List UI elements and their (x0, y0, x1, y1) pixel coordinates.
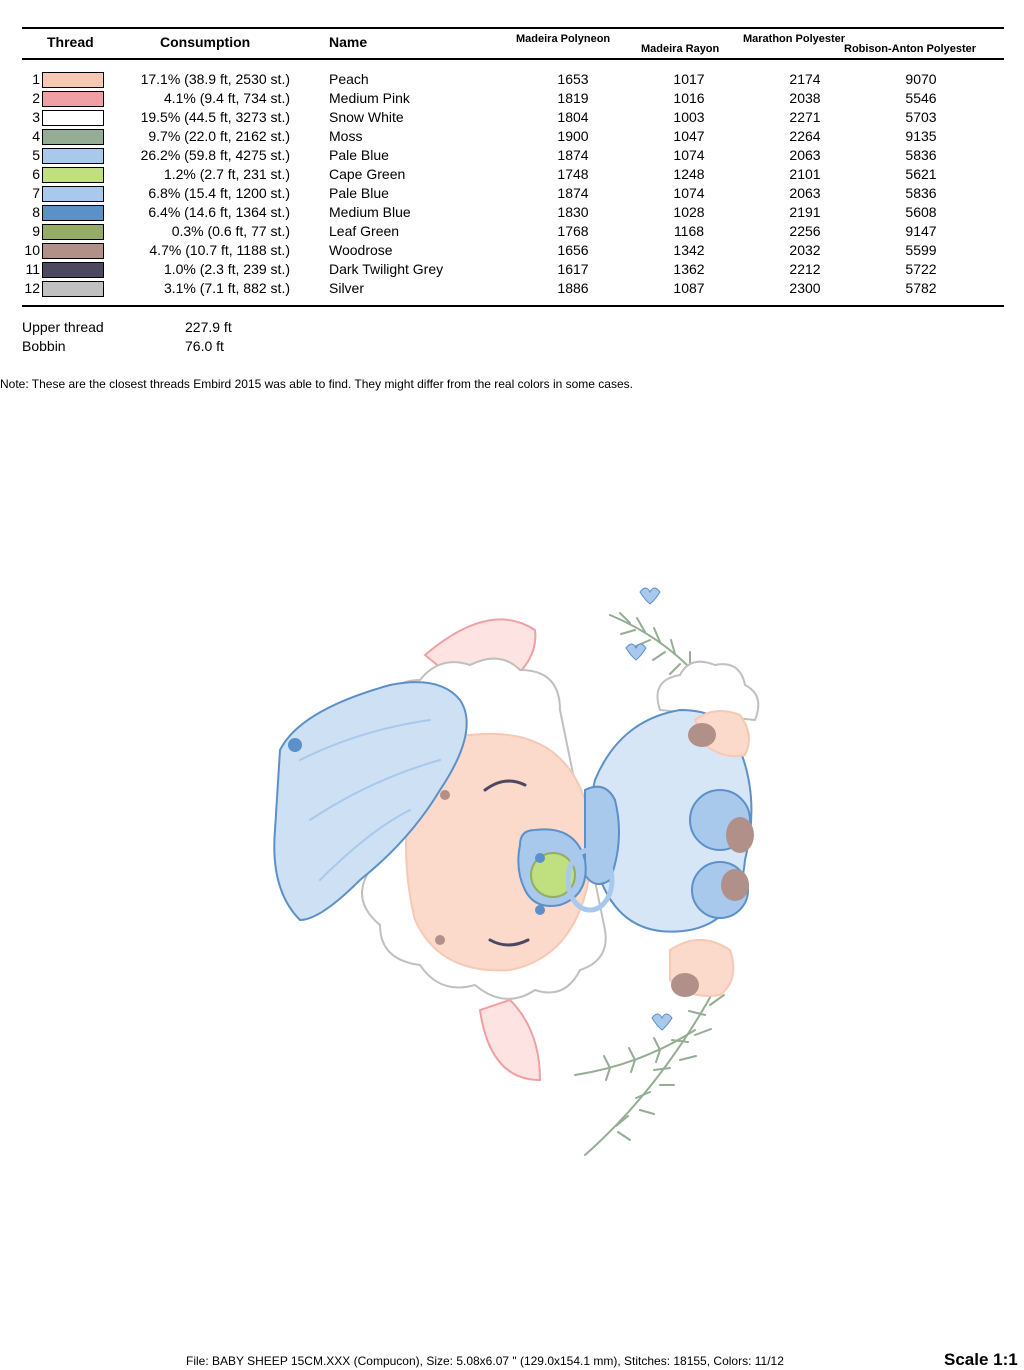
thread-madeira-rayon: 1087 (673, 280, 705, 296)
hoof (721, 869, 749, 901)
ear-bottom (480, 1000, 540, 1080)
thread-color-swatch (42, 110, 104, 126)
thread-color-swatch (42, 186, 104, 202)
hoof (688, 723, 716, 747)
thread-color-swatch (42, 262, 104, 278)
thread-madeira-polyneon: 1874 (557, 185, 589, 201)
thread-number: 7 (32, 185, 40, 201)
thread-madeira-rayon: 1047 (673, 128, 705, 144)
table-bottom-rule (22, 305, 1004, 307)
thread-robison-anton-polyester: 5546 (905, 90, 937, 106)
thread-row (0, 184, 1024, 203)
thread-marathon-polyester: 2264 (789, 128, 821, 144)
header-robison-anton-polyester: Robison-Anton Polyester (844, 43, 977, 55)
thread-consumption: 3.1% (7.1 ft, 882 st.) (163, 280, 290, 296)
thread-name: Peach (329, 71, 369, 87)
thread-marathon-polyester: 2063 (789, 185, 821, 201)
thread-row (0, 260, 1024, 279)
table-header-rule (22, 58, 1004, 60)
thread-madeira-rayon: 1074 (673, 147, 705, 163)
thread-robison-anton-polyester: 5608 (905, 204, 937, 220)
thread-row (0, 203, 1024, 222)
thread-consumption: 4.7% (10.7 ft, 1188 st.) (149, 242, 290, 258)
header-consumption: Consumption (160, 34, 251, 50)
thread-madeira-rayon: 1016 (673, 90, 705, 106)
header-madeira-polyneon: Madeira Polyneon (516, 33, 611, 45)
thread-robison-anton-polyester: 9135 (905, 128, 937, 144)
thread-robison-anton-polyester: 5782 (905, 280, 937, 296)
cheek-mark (435, 935, 445, 945)
thread-row (0, 108, 1024, 127)
thread-marathon-polyester: 2101 (789, 166, 821, 182)
header-name: Name (329, 34, 368, 50)
thread-name: Moss (329, 128, 363, 144)
thread-madeira-rayon: 1003 (673, 109, 705, 125)
thread-color-swatch (42, 148, 104, 164)
hoof (726, 817, 754, 853)
thread-consumption: 6.8% (15.4 ft, 1200 st.) (148, 185, 290, 201)
thread-row (0, 165, 1024, 184)
thread-robison-anton-polyester: 5722 (905, 261, 937, 277)
thread-madeira-rayon: 1168 (673, 223, 705, 239)
thread-name: Leaf Green (329, 223, 400, 239)
thread-madeira-polyneon: 1748 (557, 166, 589, 182)
thread-marathon-polyester: 2174 (789, 71, 821, 87)
thread-color-swatch (42, 224, 104, 240)
thread-color-swatch (42, 129, 104, 145)
thread-consumption: 1.0% (2.3 ft, 239 st.) (163, 261, 290, 277)
thread-number: 10 (24, 242, 40, 258)
thread-number: 4 (32, 128, 40, 144)
hoof (671, 973, 699, 997)
thread-number: 2 (32, 90, 40, 106)
bobbin-value: 76.0 ft (185, 338, 224, 354)
thread-consumption: 26.2% (59.8 ft, 4275 st.) (140, 147, 290, 163)
thread-robison-anton-polyester: 9147 (905, 223, 937, 239)
thread-robison-anton-polyester: 5621 (905, 166, 937, 182)
thread-name: Pale Blue (329, 185, 389, 201)
thread-madeira-rayon: 1248 (673, 166, 705, 182)
thread-robison-anton-polyester: 5836 (905, 147, 937, 163)
thread-name: Woodrose (329, 242, 393, 258)
embroidery-design-preview (240, 560, 800, 1180)
thread-marathon-polyester: 2212 (789, 261, 821, 277)
thread-row (0, 279, 1024, 298)
thread-color-swatch (42, 205, 104, 221)
cheek-mark (440, 790, 450, 800)
thread-number: 12 (24, 280, 40, 296)
thread-madeira-rayon: 1017 (673, 71, 705, 87)
thread-consumption: 1.2% (2.7 ft, 231 st.) (163, 166, 290, 182)
thread-color-swatch (42, 243, 104, 259)
thread-marathon-polyester: 2256 (789, 223, 821, 239)
header-marathon-polyester: Marathon Polyester (743, 33, 846, 45)
thread-madeira-rayon: 1028 (673, 204, 705, 220)
thread-madeira-polyneon: 1886 (557, 280, 589, 296)
thread-madeira-rayon: 1362 (673, 261, 705, 277)
thread-consumption: 19.5% (44.5 ft, 3273 st.) (140, 109, 290, 125)
header-madeira-rayon: Madeira Rayon (641, 43, 720, 55)
thread-consumption: 9.7% (22.0 ft, 2162 st.) (148, 128, 290, 144)
thread-marathon-polyester: 2032 (789, 242, 821, 258)
thread-madeira-polyneon: 1874 (557, 147, 589, 163)
thread-color-swatch (42, 91, 104, 107)
thread-row (0, 146, 1024, 165)
thread-marathon-polyester: 2271 (789, 109, 821, 125)
thread-madeira-polyneon: 1900 (557, 128, 589, 144)
heart-icon (640, 588, 660, 604)
thread-number: 8 (32, 204, 40, 220)
thread-robison-anton-polyester: 9070 (905, 71, 937, 87)
thread-marathon-polyester: 2063 (789, 147, 821, 163)
thread-consumption: 17.1% (38.9 ft, 2530 st.) (140, 71, 290, 87)
thread-madeira-polyneon: 1656 (557, 242, 589, 258)
thread-note: Note: These are the closest threads Embird 2015 was able to find. They might differ from the real colors in some cases. (0, 377, 633, 391)
cap-pompom (288, 738, 302, 752)
heart-icon (652, 1014, 672, 1030)
thread-madeira-polyneon: 1617 (557, 261, 589, 277)
thread-name: Snow White (329, 109, 404, 125)
upper-thread-label: Upper thread (22, 319, 104, 335)
thread-madeira-polyneon: 1804 (557, 109, 589, 125)
thread-name: Pale Blue (329, 147, 389, 163)
thread-madeira-rayon: 1074 (673, 185, 705, 201)
thread-number: 1 (32, 71, 40, 87)
thread-marathon-polyester: 2038 (789, 90, 821, 106)
thread-number: 9 (32, 223, 40, 239)
thread-consumption: 6.4% (14.6 ft, 1364 st.) (148, 204, 290, 220)
thread-row (0, 127, 1024, 146)
thread-color-swatch (42, 281, 104, 297)
thread-name: Silver (329, 280, 365, 296)
thread-color-swatch (42, 167, 104, 183)
thread-number: 3 (32, 109, 40, 125)
thread-number: 6 (32, 166, 40, 182)
thread-consumption: 4.1% (9.4 ft, 734 st.) (163, 90, 290, 106)
thread-madeira-rayon: 1342 (673, 242, 705, 258)
file-info-footer: File: BABY SHEEP 15CM.XXX (Compucon), Size: 5.08x6.07 " (129.0x154.1 mm), Stitches: 18155, Colors: 11/12 (186, 1354, 784, 1368)
thread-name: Medium Blue (329, 204, 411, 220)
thread-color-swatch (42, 72, 104, 88)
thread-name: Cape Green (329, 166, 406, 182)
thread-row (0, 241, 1024, 260)
thread-row (0, 89, 1024, 108)
thread-name: Medium Pink (329, 90, 410, 106)
table-top-rule (22, 27, 1004, 29)
thread-marathon-polyester: 2191 (789, 204, 821, 220)
upper-thread-value: 227.9 ft (185, 319, 232, 335)
bobbin-label: Bobbin (22, 338, 66, 354)
thread-number: 5 (32, 147, 40, 163)
thread-consumption: 0.3% (0.6 ft, 77 st.) (171, 223, 290, 239)
header-thread: Thread (47, 34, 94, 50)
pajama-cuff (585, 787, 619, 884)
thread-row (0, 222, 1024, 241)
thread-robison-anton-polyester: 5836 (905, 185, 937, 201)
thread-madeira-polyneon: 1653 (557, 71, 589, 87)
thread-madeira-polyneon: 1830 (557, 204, 589, 220)
thread-robison-anton-polyester: 5703 (905, 109, 937, 125)
thread-number: 11 (25, 261, 40, 277)
thread-marathon-polyester: 2300 (789, 280, 821, 296)
thread-name: Dark Twilight Grey (329, 261, 444, 277)
scale-label: Scale 1:1 (944, 1350, 1018, 1369)
thread-robison-anton-polyester: 5599 (905, 242, 937, 258)
thread-row (0, 70, 1024, 89)
thread-madeira-polyneon: 1819 (557, 90, 589, 106)
thread-madeira-polyneon: 1768 (557, 223, 589, 239)
